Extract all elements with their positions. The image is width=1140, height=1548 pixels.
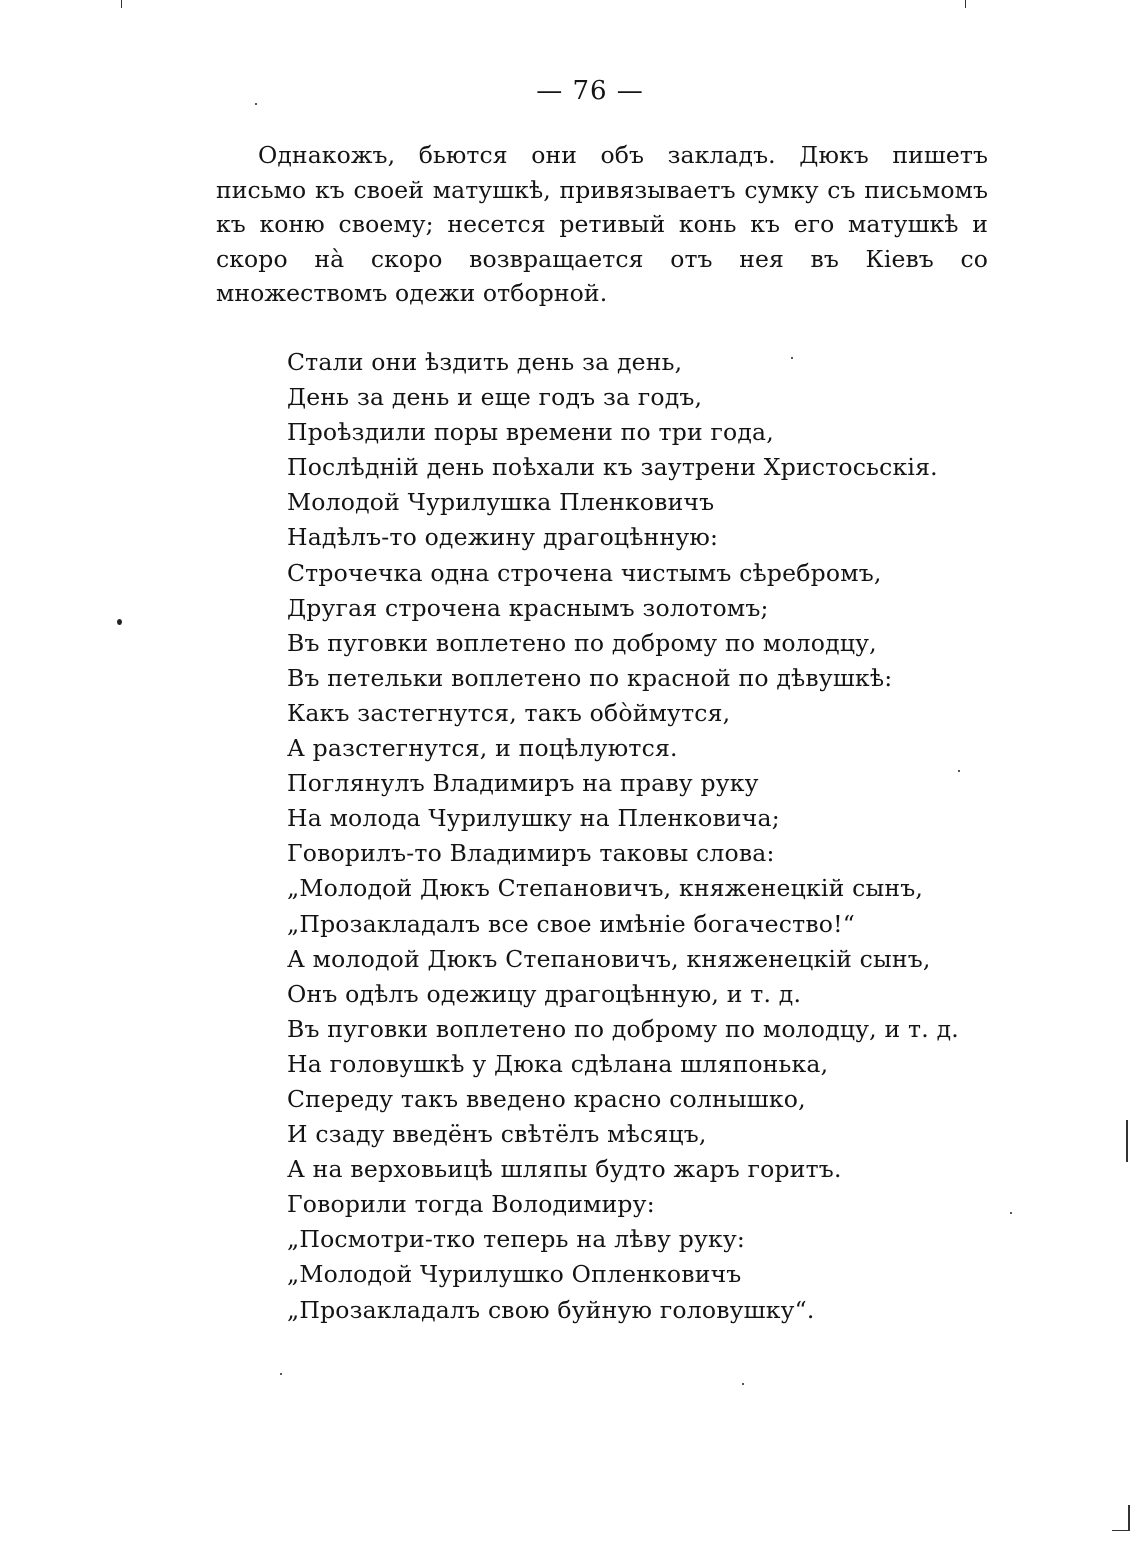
poem-line: А молодой Дюкъ Степановичъ, княженецкій сынъ, [287,944,931,973]
scan-edge-mark [121,0,122,8]
poem-line: А на верховьицѣ шляпы будто жаръ горитъ. [287,1155,842,1184]
poem-line: Надѣлъ-то одежину драгоцѣнную: [287,523,719,552]
scan-edge-mark [1112,1530,1130,1531]
poem-line: Какъ застегнутся, такъ обо̀ймутся, [287,698,731,727]
poem-line: Строчечка одна строчена чистымъ сѣребромъ, [287,558,882,587]
scan-edge-mark [1128,1505,1130,1531]
poem-line: Молодой Чурилушка Пленковичъ [287,488,715,517]
scan-speck [791,357,793,359]
scan-edge-mark [965,0,966,8]
poem-line: Въ петельки воплетено по красной по дѣвушкѣ: [287,663,893,692]
poem-line: Въ пуговки воплетено по доброму по молодцу, [287,628,877,657]
scan-speck [117,619,122,625]
scan-speck [958,770,960,772]
poem-line: День за день и еще годъ за годъ, [287,383,703,412]
poem-line: Другая строчена краснымъ золотомъ; [287,593,769,622]
poem-line: Послѣдній день поѣхали къ заутрени Христосьскія. [287,453,938,482]
poem-line: Говорилъ-то Владимиръ таковы слова: [287,839,775,868]
poem-line: А разстегнутся, и поцѣлуются. [287,734,678,763]
scan-speck [280,1373,282,1375]
prose-paragraph: Однакожъ, бьются они объ закладъ. Дюкъ пишетъ письмо къ своей матушкѣ, привязываетъ сумку съ письмомъ къ коню своему; несется ретивый конь къ его матушкѣ и скоро на̀ скоро возвращается отъ нея въ Кіевъ со множествомъ одежи отборной. [216,141,988,307]
poem-line: Проѣздили поры времени по три года, [287,418,774,447]
page-number: — 76 — [536,76,644,106]
poem-line: На головушкѣ у Дюка сдѣлана шляпонька, [287,1049,829,1078]
scan-speck [742,1383,744,1385]
poem-line: Спереду такъ введено красно солнышко, [287,1084,806,1113]
poem [287,345,1047,1328]
scan-edge-mark [1126,1120,1128,1162]
poem-line: Поглянулъ Владимиръ на праву руку [287,769,759,798]
scan-speck [1010,1212,1012,1214]
poem-line: На молода Чурилушку на Пленковича; [287,804,780,833]
poem-line: „Посмотри-тко теперь на лѣву руку: [287,1225,746,1254]
poem-line: „Прозакладалъ свою буйную головушку“. [287,1295,815,1324]
poem-line: „Молодой Дюкъ Степановичъ, княженецкій сынъ, [287,874,924,903]
poem-line: Въ пуговки воплетено по доброму по молодцу, и т. д. [287,1014,959,1043]
poem-line: Говорили тогда Володимиру: [287,1190,655,1219]
scan-speck [255,103,257,105]
poem-line: „Молодой Чурилушко Опленковичъ [287,1260,742,1289]
poem-line: Онъ одѣлъ одежицу драгоцѣнную, и т. д. [287,979,802,1008]
poem-line: И сзаду введёнъ свѣтёлъ мѣсяцъ, [287,1120,707,1149]
poem-line: „Прозакладалъ все свое имѣніе богачество!“ [287,909,855,938]
poem-line: Стали они ѣздить день за день, [287,348,683,376]
